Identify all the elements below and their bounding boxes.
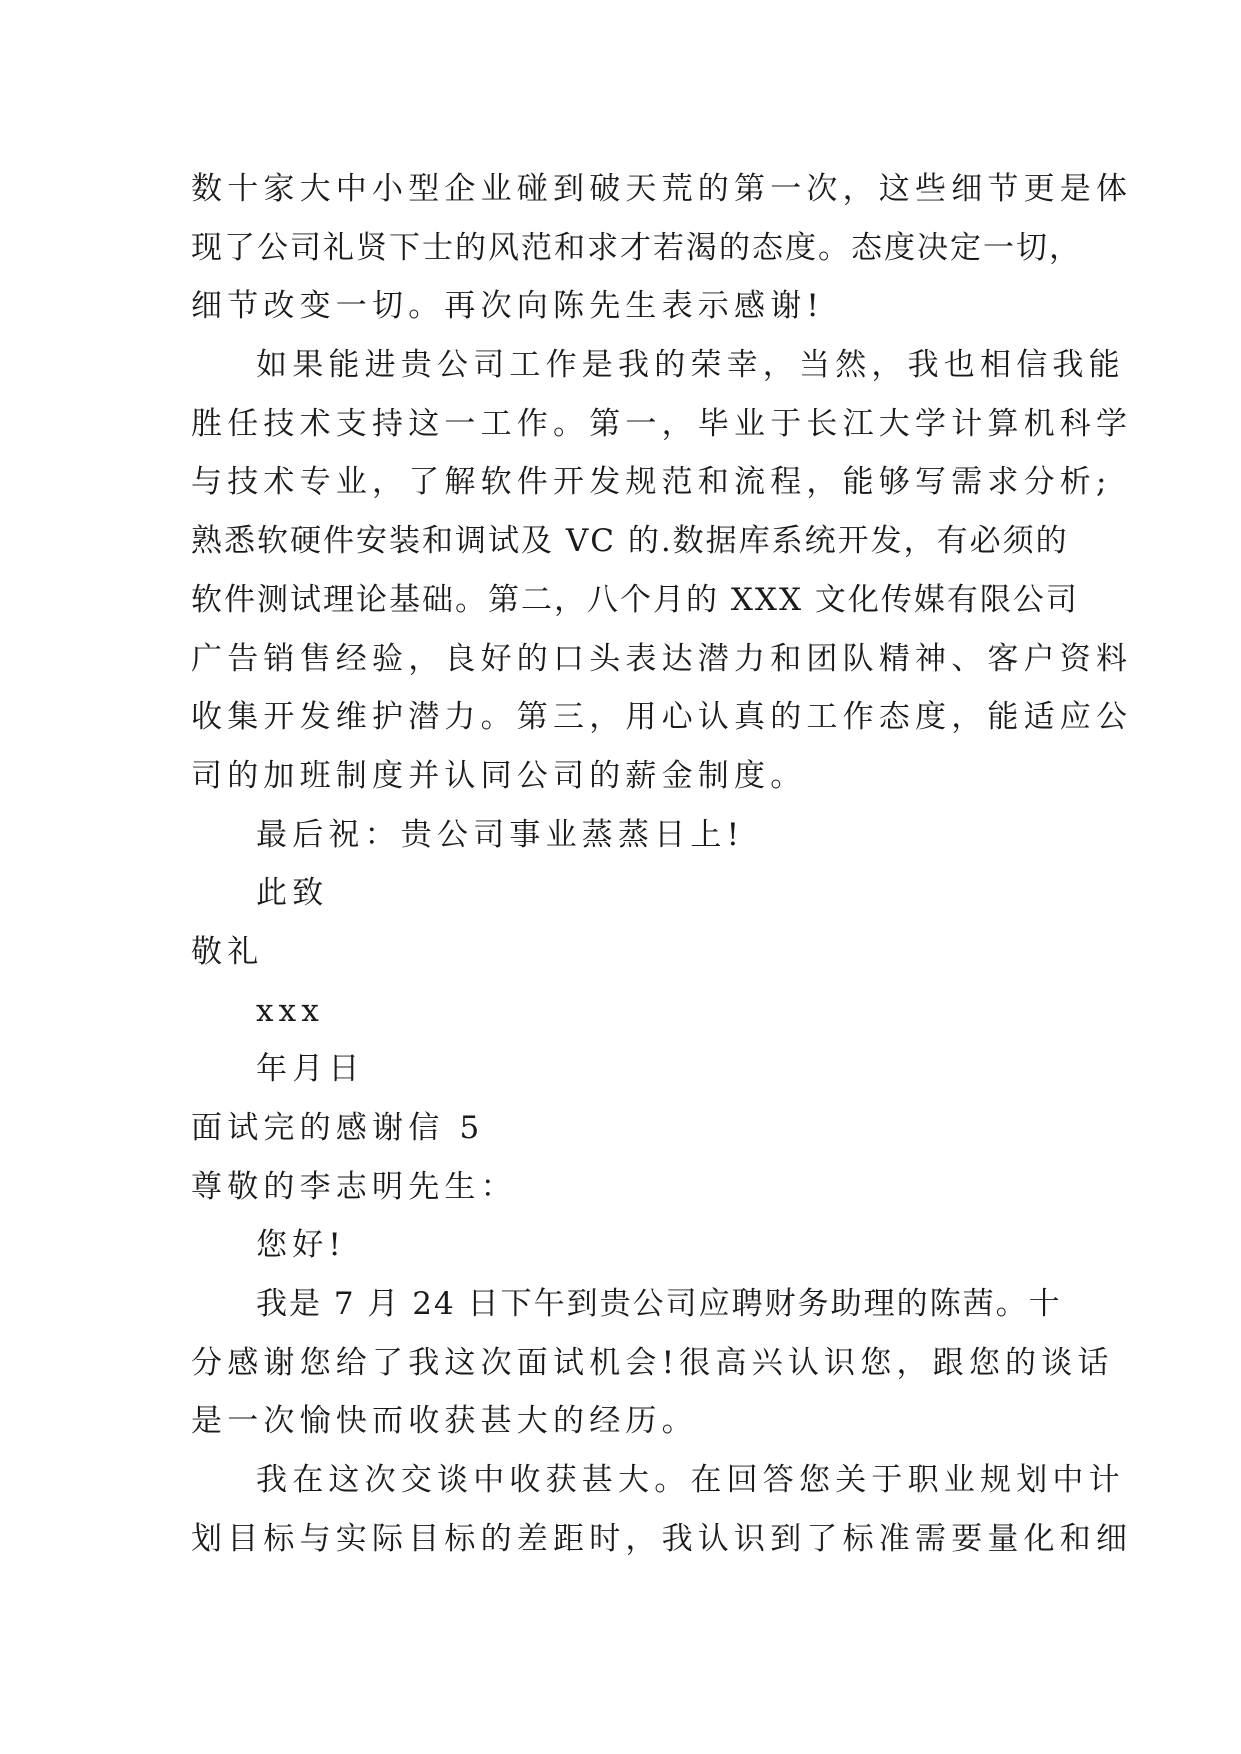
text-line-1: 数十家大中小型企业碰到破天荒的第一次，这些细节更是体 <box>191 171 1133 207</box>
text-line-24: 划目标与实际目标的差距时，我认识到了标准需要量化和细 <box>191 1520 1133 1557</box>
text-line-4: 如果能进贵公司工作是我的荣幸，当然，我也相信我能 <box>256 347 1125 384</box>
text-line-22: 是一次愉快而收获甚大的经历。 <box>191 1403 698 1440</box>
recipient-greeting: 尊敬的李志明先生： <box>191 1168 517 1205</box>
section-title: 面试完的感谢信 5 <box>191 1110 485 1146</box>
text-line-23: 我在这次交谈中收获甚大。在回答您关于职业规划中计 <box>256 1462 1125 1499</box>
text-line-6: 与技术专业，了解软件开发规范和流程，能够写需求分析; <box>191 464 1112 501</box>
text-line-10: 收集开发维护潜力。第三，用心认真的工作态度，能适应公 <box>191 699 1133 736</box>
text-line-2: 现了公司礼贤下士的风范和求才若渴的态度。态度决定一切， <box>191 229 1082 266</box>
signature-date: 年月日 <box>256 1051 365 1088</box>
text-line-5: 胜任技术支持这一工作。第一，毕业于长江大学计算机科学 <box>191 405 1133 442</box>
text-line-8: 软件测试理论基础。第二，八个月的 XXX 文化传媒有限公司 <box>191 581 1079 618</box>
text-line-3: 细节改变一切。再次向陈先生表示感谢! <box>191 288 825 325</box>
greeting-hello: 您好! <box>256 1227 347 1264</box>
text-line-9: 广告销售经验，良好的口头表达潜力和团队精神、客户资料 <box>191 640 1133 677</box>
closing-wish: 最后祝：贵公司事业蒸蒸日上! <box>256 816 745 853</box>
signature-name: xxx <box>256 992 325 1029</box>
salutation-cizhi: 此致 <box>256 875 329 912</box>
salutation-jingli: 敬礼 <box>191 933 264 970</box>
text-line-7: 熟悉软硬件安装和调试及 VC 的.数据库系统开发，有必须的 <box>191 523 1069 560</box>
letter-body <box>191 160 1133 1569</box>
text-line-21: 分感谢您给了我这次面试机会!很高兴认识您，跟您的谈话 <box>191 1344 1114 1381</box>
text-line-11: 司的加班制度并认同公司的薪金制度。 <box>191 757 807 794</box>
text-line-20: 我是 7 月 24 日下午到贵公司应聘财务助理的陈茜。十 <box>256 1286 1062 1323</box>
